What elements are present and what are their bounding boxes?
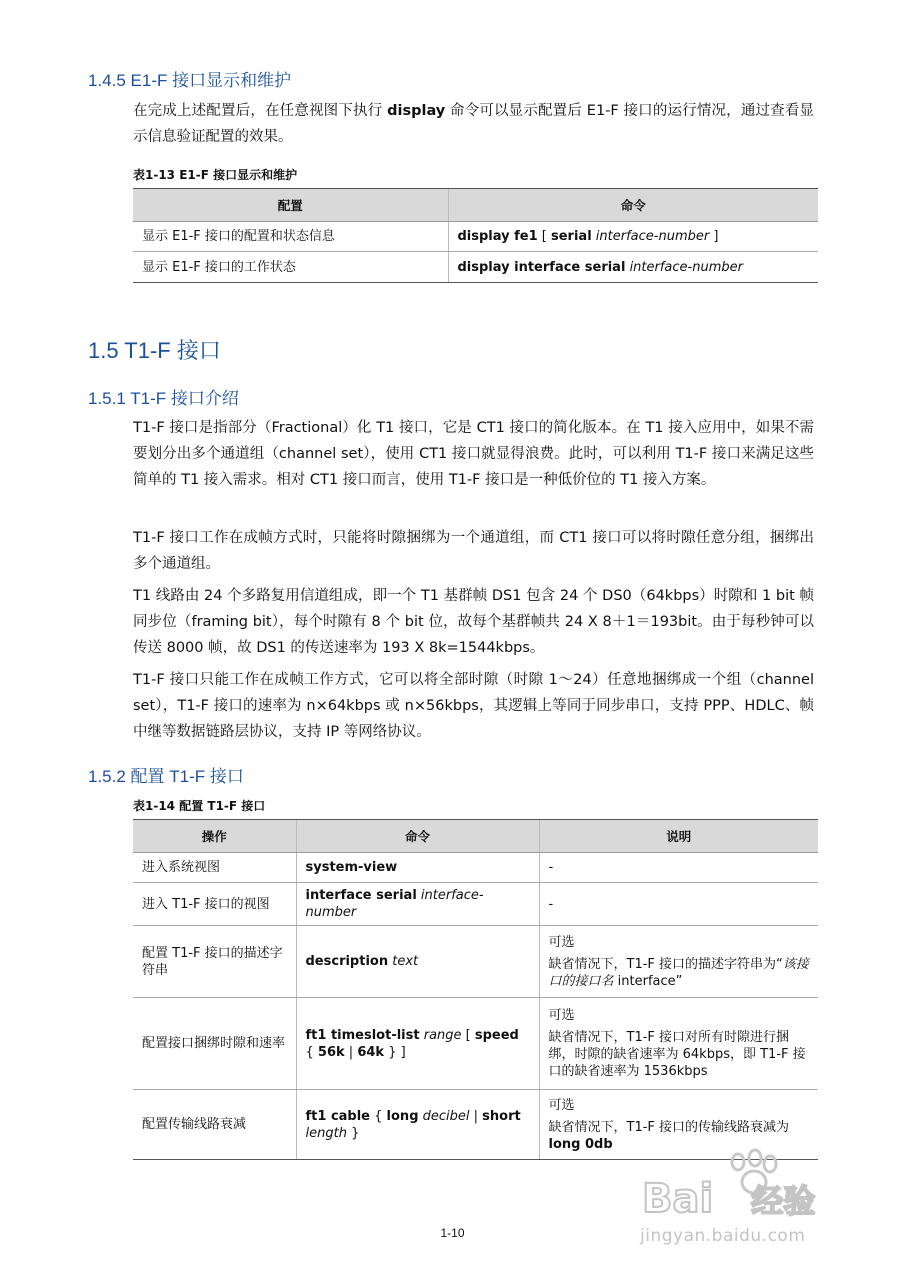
table-1-14-caption: 表1-14 配置 T1-F 接口 [133, 799, 266, 813]
table-cell-operation: 进入 T1-F 接口的视图 [133, 883, 296, 926]
table-cell-note [539, 926, 818, 998]
table-cell-operation: 配置 T1-F 接口的描述字符串 [133, 926, 296, 998]
section-heading-1-5: 1.5 T1-F 接口 [88, 338, 221, 363]
section-heading-1-4-5: 1.4.5 E1-F 接口显示和维护 [88, 71, 292, 90]
table-cell-operation: 进入系统视图 [133, 853, 296, 883]
note-title: 可选 [548, 934, 575, 950]
table-cell-note: - [539, 853, 818, 883]
table-header-row [133, 820, 818, 853]
baidu-watermark [640, 1148, 855, 1258]
table-cell-command: system-view [296, 853, 539, 883]
note-body: 缺省情况下，T1-F 接口的描述字符串为“该接口的接口名 interface” [548, 956, 809, 989]
section-1-4-5-paragraph: 在完成上述配置后，在任意视图下执行 display 命令可以显示配置后 E1-F 接口的运行情况，通过查看显示信息验证配置的效果。 [133, 103, 815, 145]
watermark-url: jingyan.baidu.com [640, 1226, 806, 1246]
table-row [133, 926, 818, 998]
table-cell-operation: 配置接口捆绑时隙和速率 [133, 998, 296, 1090]
table-header-cell: 命令 [296, 820, 539, 853]
note-body: 缺省情况下，T1-F 接口对所有时隙进行捆绑，时隙的缺省速率为 64kbps，即 T1-F 接口的缺省速率为 1536kbps [548, 1030, 806, 1079]
table-row [133, 883, 818, 926]
table-cell-operation: 配置传输线路衰减 [133, 1090, 296, 1160]
note-body: 缺省情况下，T1-F 接口的传输线路衰减为 long 0db [548, 1119, 790, 1152]
page-number: 1-10 [440, 1226, 465, 1240]
note-title: 可选 [548, 1097, 575, 1113]
table-row [133, 998, 818, 1090]
table-cell-command: description text [296, 926, 539, 998]
watermark-brand: Bai 经验 [642, 1176, 816, 1222]
table-header-cell: 配置 [133, 189, 448, 222]
table-header-cell: 命令 [448, 189, 818, 222]
table-cell-note [539, 998, 818, 1090]
table-1-13 [133, 188, 818, 283]
table-cell-command: ft1 timeslot-list range [ speed { 56k | 64k } ] [296, 998, 539, 1090]
section-heading-1-5-2: 1.5.2 配置 T1-F 接口 [88, 767, 244, 786]
section-heading-1-5-1: 1.5.1 T1-F 接口介绍 [88, 389, 239, 408]
table-row [133, 222, 818, 252]
section-1-5-1-paragraph-1: T1-F 接口是指部分（Fractional）化 T1 接口，它是 CT1 接口的简化版本。在 T1 接入应用中，如果不需要划分出多个通道组（channel set），使用 CT1 接口就显得浪费。此时，可以利用 T1-F 接口来满足这些简单的 T1 接入需求。相对 CT1 接口而言，使用 T1-F 接口是一种低价位的 T1 接入方案。 [133, 420, 814, 488]
table-1-14 [133, 819, 818, 1160]
note-title: 可选 [548, 1008, 575, 1023]
table-cell-operation: 显示 E1-F 接口的配置和状态信息 [133, 222, 448, 252]
table-row [133, 252, 818, 283]
section-1-5-1-paragraph-4: T1-F 接口只能工作在成帧工作方式，它可以将全部时隙（时隙 1～24）任意地捆绑成一个组（channel set），T1-F 接口的速率为 n×64kbps 或 n×56kbps，其逻辑上等同于同步串口，支持 PPP、HDLC、帧中继等数据链路层协议，支持 IP 等网络协议。 [133, 672, 814, 740]
table-cell-operation: 显示 E1-F 接口的工作状态 [133, 252, 448, 283]
table-header-cell: 操作 [133, 820, 296, 853]
table-header-cell: 说明 [539, 820, 818, 853]
table-cell-command: display fe1 [ serial interface-number ] [448, 222, 818, 252]
table-cell-command: interface serial interface-number [296, 883, 539, 926]
table-cell-note: - [539, 883, 818, 926]
section-1-5-1-paragraph-3: T1 线路由 24 个多路复用信道组成，即一个 T1 基群帧 DS1 包含 24 个 DS0（64kbps）时隙和 1 bit 帧同步位（framing bit），每个时隙有 8 个 bit 位，故每个基群帧共 24 X 8＋1＝193bit。由于每秒钟可以传送 8000 帧，故 DS1 的传送速率为 193 X 8k=1544kbps。 [133, 588, 814, 656]
section-1-5-1-paragraph-2: T1-F 接口工作在成帧方式时，只能将时隙捆绑为一个通道组，而 CT1 接口可以将时隙任意分组，捆绑出多个通道组。 [133, 530, 814, 572]
table-row [133, 853, 818, 883]
table-header-row [133, 189, 818, 222]
table-1-13-caption: 表1-13 E1-F 接口显示和维护 [133, 168, 298, 182]
table-cell-command: display interface serial interface-number [448, 252, 818, 283]
table-cell-command: ft1 cable { long decibel | short length } [296, 1090, 539, 1160]
